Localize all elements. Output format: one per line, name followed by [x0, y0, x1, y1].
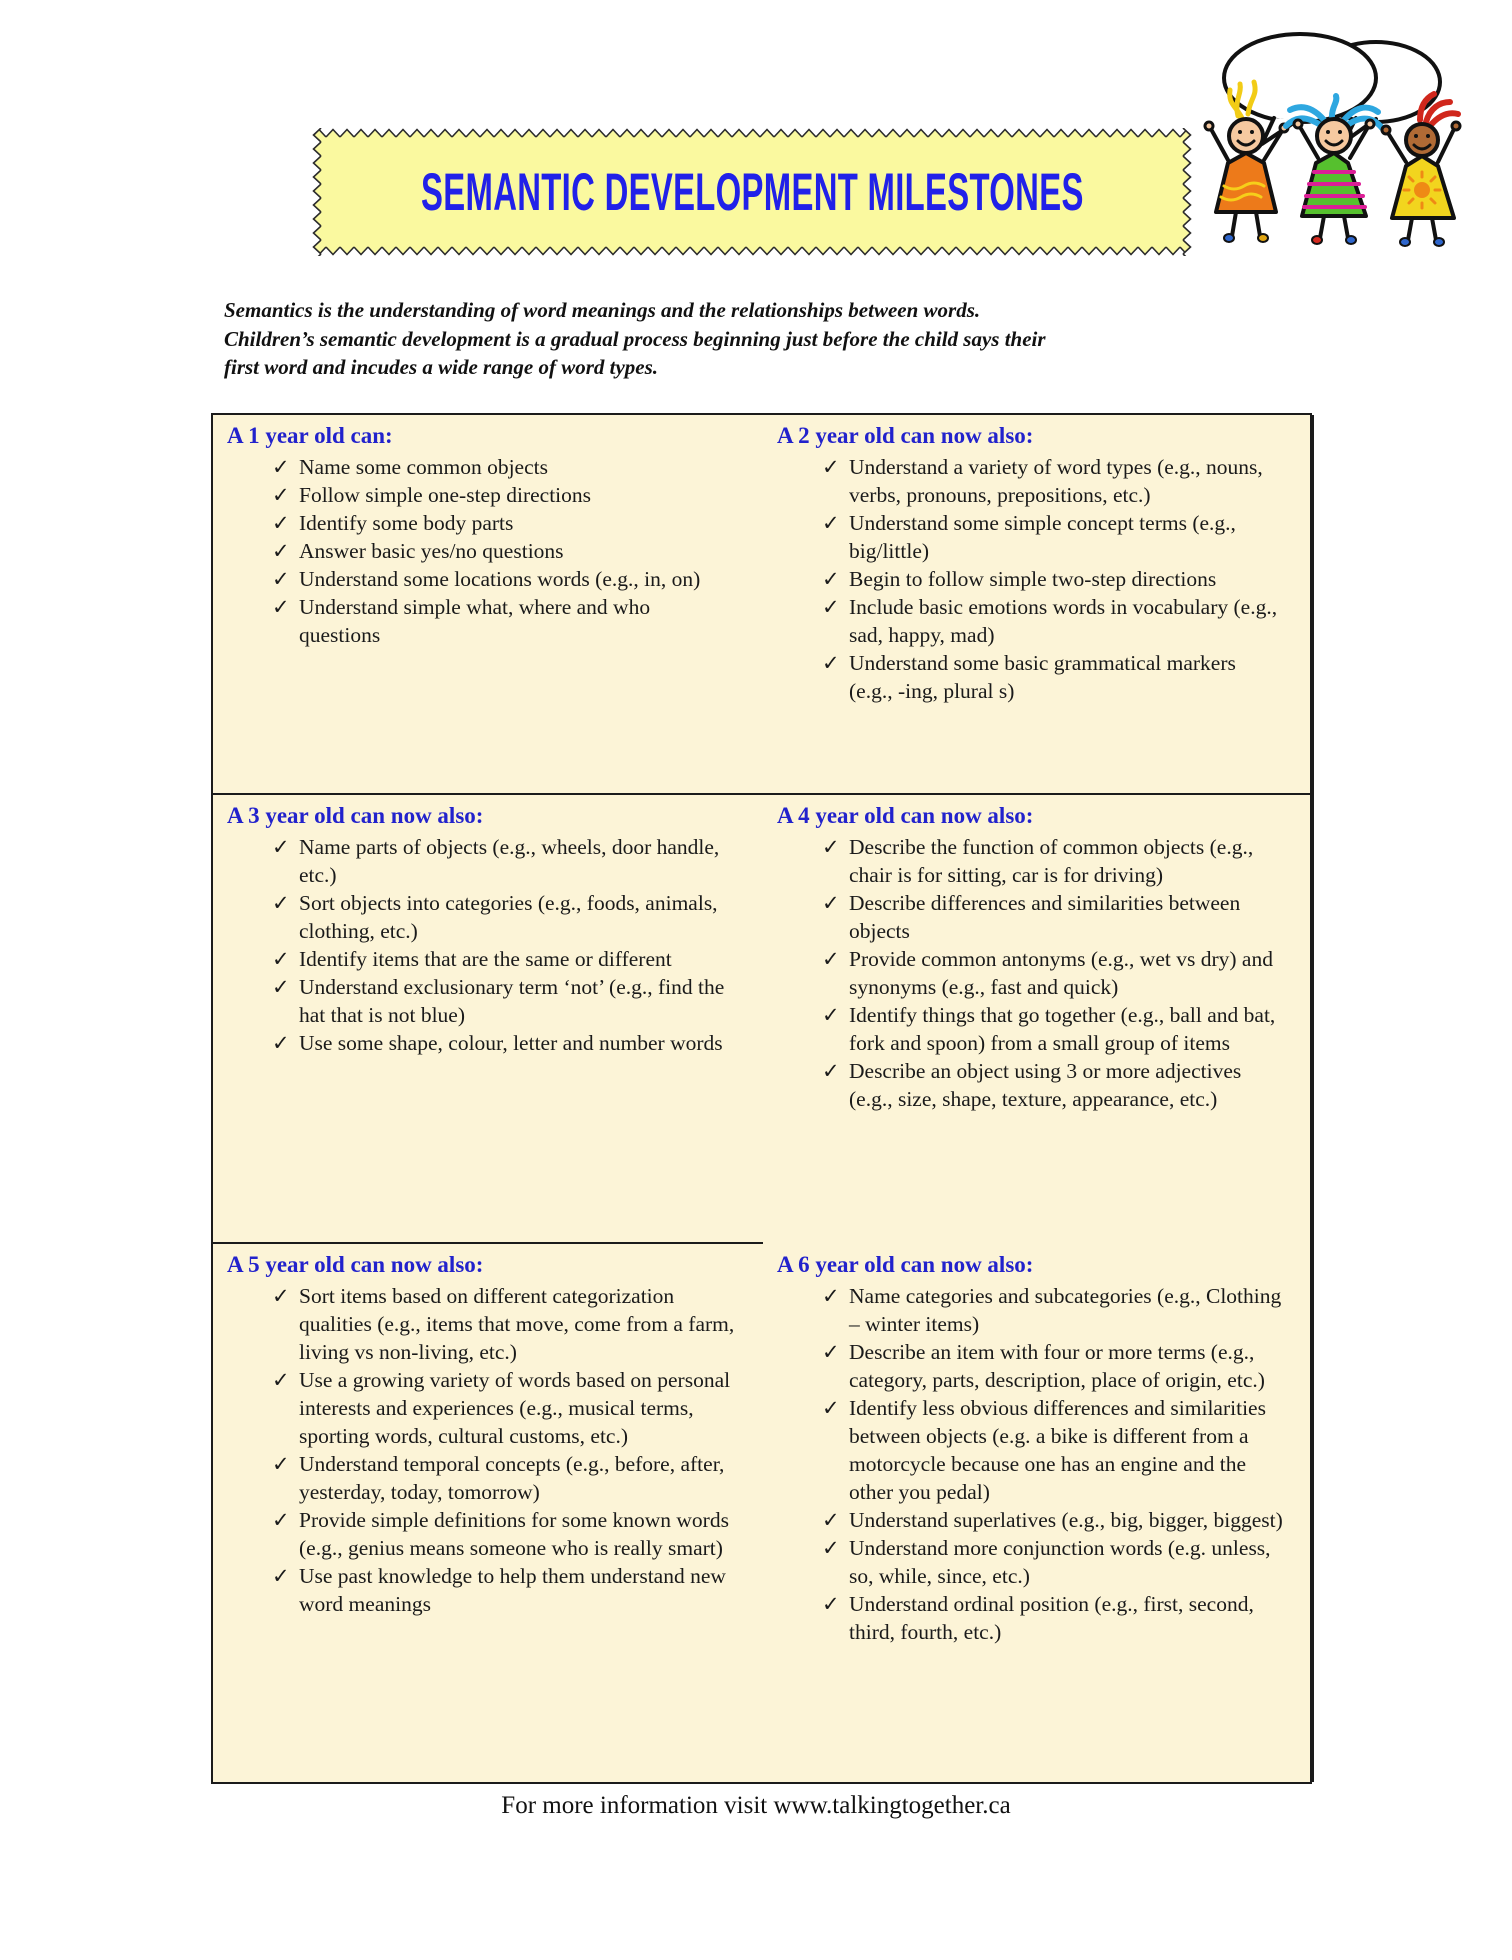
milestone-item — [777, 945, 1298, 1001]
milestone-text: Provide simple definitions for some known words (e.g., genius means someone who is really smart) — [299, 1508, 729, 1560]
check-icon: ✓ — [272, 539, 290, 563]
milestone-text: Understand more conjunction words (e.g. unless, so, while, since, etc.) — [849, 1536, 1271, 1588]
check-icon: ✓ — [822, 1059, 840, 1083]
check-icon: ✓ — [272, 947, 290, 971]
intro-paragraph — [224, 296, 1184, 382]
milestone-text: Describe an object using 3 or more adjectives (e.g., size, shape, texture, appearance, etc.) — [849, 1059, 1242, 1111]
milestone-item — [227, 1450, 749, 1506]
age-group-cell — [213, 415, 763, 795]
milestone-item — [227, 593, 749, 649]
milestone-text: Understand ordinal position (e.g., first, second, third, fourth, etc.) — [849, 1592, 1254, 1644]
page-title: SEMANTIC DEVELOPMENT MILESTONES — [420, 162, 1084, 222]
age-group-cell — [213, 1244, 763, 1782]
check-icon: ✓ — [272, 455, 290, 479]
age-group-cell — [763, 795, 1314, 1244]
milestone-list — [777, 453, 1298, 705]
check-icon: ✓ — [822, 1536, 840, 1560]
check-icon: ✓ — [272, 1564, 290, 1588]
milestone-text: Sort items based on different categorization qualities (e.g., items that move, come from a farm, living vs non-living, etc.) — [299, 1284, 735, 1364]
milestone-item — [777, 509, 1298, 565]
check-icon: ✓ — [822, 1284, 840, 1308]
check-icon: ✓ — [272, 483, 290, 507]
check-icon: ✓ — [822, 1508, 840, 1532]
milestone-text: Use some shape, colour, letter and number words — [299, 1031, 723, 1055]
milestone-text: Describe the function of common objects (e.g., chair is for sitting, car is for driving) — [849, 835, 1254, 887]
milestone-text: Begin to follow simple two-step directions — [849, 567, 1217, 591]
age-group-heading: A 6 year old can now also: — [777, 1252, 1034, 1277]
intro-line: Semantics is the understanding of word meanings and the relationships between words. — [224, 298, 981, 322]
milestone-text: Identify things that go together (e.g., ball and bat, fork and spoon) from a small group of items — [849, 1003, 1276, 1055]
milestone-text: Name parts of objects (e.g., wheels, door handle, etc.) — [299, 835, 720, 887]
age-group-cell — [213, 795, 763, 1244]
milestone-text: Understand a variety of word types (e.g., nouns, verbs, pronouns, prepositions, etc.) — [849, 455, 1263, 507]
milestone-text: Provide common antonyms (e.g., wet vs dry) and synonyms (e.g., fast and quick) — [849, 947, 1273, 999]
milestone-item — [227, 453, 749, 481]
milestone-item — [777, 1534, 1298, 1590]
milestone-text: Understand some simple concept terms (e.g., big/little) — [849, 511, 1236, 563]
milestone-item — [777, 1590, 1298, 1646]
age-group-heading: A 4 year old can now also: — [777, 803, 1034, 828]
check-icon: ✓ — [272, 595, 290, 619]
check-icon: ✓ — [822, 1003, 840, 1027]
milestone-item — [227, 945, 749, 973]
milestone-list — [227, 453, 749, 649]
title-banner — [312, 128, 1192, 256]
child-figure-middle — [1286, 96, 1382, 244]
milestone-item — [777, 889, 1298, 945]
age-group-heading: A 1 year old can: — [227, 423, 393, 448]
milestone-text: Include basic emotions words in vocabulary (e.g., sad, happy, mad) — [849, 595, 1278, 647]
milestone-item — [777, 1001, 1298, 1057]
children-talking-illustration — [1198, 26, 1470, 254]
check-icon: ✓ — [272, 1031, 290, 1055]
check-icon: ✓ — [272, 511, 290, 535]
check-icon: ✓ — [272, 891, 290, 915]
milestone-item — [777, 593, 1298, 649]
check-icon: ✓ — [822, 567, 840, 591]
milestone-text: Understand temporal concepts (e.g., before, after, yesterday, today, tomorrow) — [299, 1452, 725, 1504]
milestone-item — [777, 1282, 1298, 1338]
milestone-list — [227, 1282, 749, 1618]
check-icon: ✓ — [822, 947, 840, 971]
milestone-text: Understand simple what, where and who questions — [299, 595, 651, 647]
milestone-item — [227, 1562, 749, 1618]
milestone-text: Understand superlatives (e.g., big, bigger, biggest) — [849, 1508, 1283, 1532]
check-icon: ✓ — [822, 455, 840, 479]
milestone-item — [227, 509, 749, 537]
check-icon: ✓ — [272, 1508, 290, 1532]
check-icon: ✓ — [272, 567, 290, 591]
milestone-item — [227, 1366, 749, 1450]
milestone-item — [227, 481, 749, 509]
intro-line: Children’s semantic development is a gradual process beginning just before the child says their — [224, 326, 1046, 351]
age-group-heading: A 5 year old can now also: — [227, 1252, 484, 1277]
milestone-text: Use a growing variety of words based on personal interests and experiences (e.g., musical terms, sporting words, cultural customs, etc.) — [299, 1368, 731, 1448]
milestone-list — [227, 833, 749, 1057]
footer-note: For more information visit www.talkingtogether.ca — [501, 1792, 1011, 1819]
milestone-item — [227, 1282, 749, 1366]
milestone-list — [777, 833, 1298, 1113]
milestone-text: Understand some locations words (e.g., in, on) — [299, 567, 701, 591]
check-icon: ✓ — [822, 595, 840, 619]
milestone-text: Identify items that are the same or different — [299, 947, 672, 971]
check-icon: ✓ — [822, 1592, 840, 1616]
age-group-cell — [763, 415, 1314, 795]
milestones-table — [211, 413, 1312, 1784]
milestone-text: Follow simple one-step directions — [299, 483, 592, 507]
check-icon: ✓ — [822, 511, 840, 535]
check-icon: ✓ — [822, 1396, 840, 1420]
milestone-text: Answer basic yes/no questions — [299, 539, 564, 563]
milestone-text: Name categories and subcategories (e.g., Clothing – winter items) — [849, 1284, 1282, 1336]
check-icon: ✓ — [272, 975, 290, 999]
milestone-item — [777, 1394, 1298, 1506]
milestone-item — [227, 1029, 749, 1057]
milestone-text: Name some common objects — [299, 455, 548, 479]
intro-line: first word and incudes a wide range of word types. — [224, 355, 659, 379]
milestone-text: Sort objects into categories (e.g., foods, animals, clothing, etc.) — [299, 891, 718, 943]
milestone-item — [777, 833, 1298, 889]
check-icon: ✓ — [272, 1284, 290, 1308]
zigzag-border-right — [1182, 128, 1192, 256]
age-group-heading: A 2 year old can now also: — [777, 423, 1034, 448]
milestone-item — [777, 1057, 1298, 1113]
check-icon: ✓ — [822, 651, 840, 675]
milestone-text: Understand exclusionary term ‘not’ (e.g., find the hat that is not blue) — [299, 975, 725, 1027]
milestone-text: Use past knowledge to help them understand new word meanings — [299, 1564, 726, 1616]
milestone-item — [777, 649, 1298, 705]
milestone-item — [227, 565, 749, 593]
check-icon: ✓ — [272, 1452, 290, 1476]
zigzag-border-bottom — [312, 246, 1192, 256]
milestone-item — [227, 537, 749, 565]
check-icon: ✓ — [272, 835, 290, 859]
milestone-item — [227, 1506, 749, 1562]
milestone-text: Describe an item with four or more terms (e.g., category, parts, description, place of origin, etc.) — [849, 1340, 1265, 1392]
milestone-item — [777, 565, 1298, 593]
check-icon: ✓ — [822, 891, 840, 915]
milestone-item — [227, 889, 749, 945]
milestone-item — [777, 1506, 1298, 1534]
milestone-list — [777, 1282, 1298, 1646]
zigzag-border-left — [312, 128, 322, 256]
check-icon: ✓ — [822, 835, 840, 859]
check-icon: ✓ — [822, 1340, 840, 1364]
milestone-item — [777, 453, 1298, 509]
milestone-text: Identify less obvious differences and similarities between objects (e.g. a bike is different from a motorcycle because one has an engine and the other you pedal) — [849, 1396, 1266, 1504]
milestone-text: Identify some body parts — [299, 511, 514, 535]
milestone-text: Describe differences and similarities between objects — [849, 891, 1241, 943]
zigzag-border-top — [312, 128, 1192, 138]
milestone-item — [777, 1338, 1298, 1394]
age-group-heading: A 3 year old can now also: — [227, 803, 484, 828]
milestone-item — [227, 833, 749, 889]
check-icon: ✓ — [272, 1368, 290, 1392]
milestone-item — [227, 973, 749, 1029]
milestone-text: Understand some basic grammatical markers (e.g., -ing, plural s) — [849, 651, 1236, 703]
age-group-cell — [763, 1244, 1314, 1782]
